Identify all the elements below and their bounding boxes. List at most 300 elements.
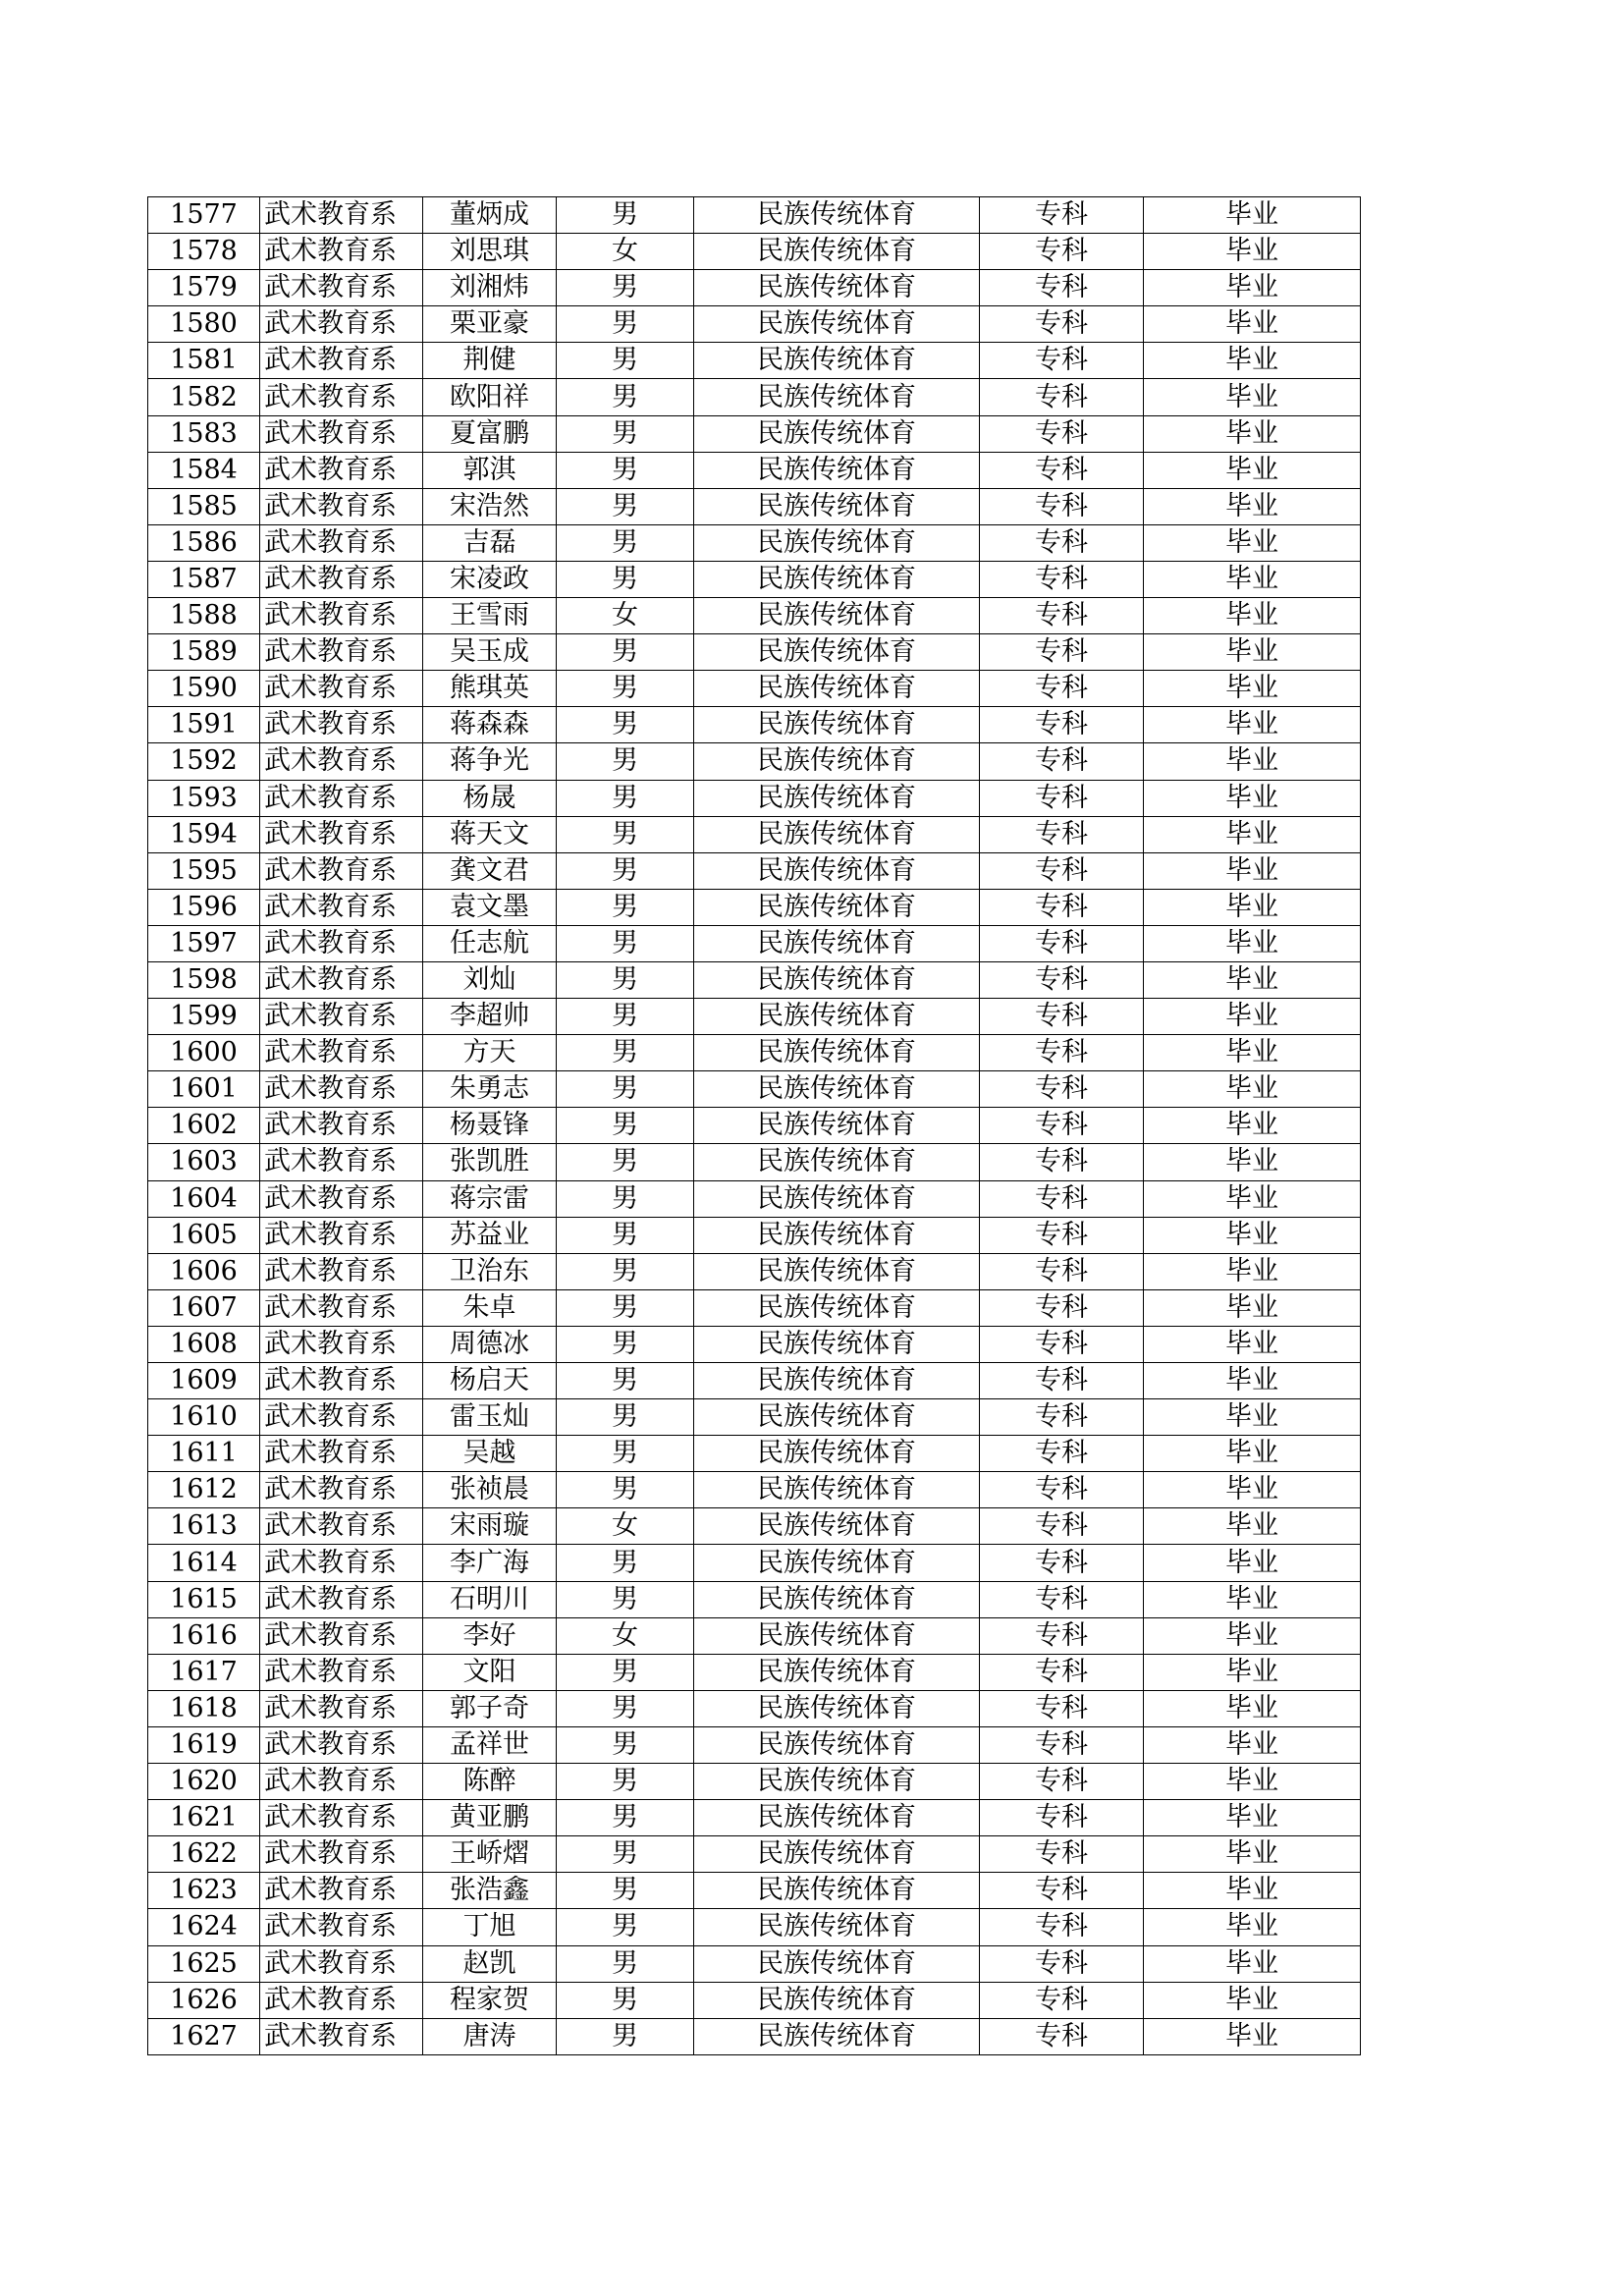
major-cell: 民族传统体育 [694,999,980,1035]
status-cell: 毕业 [1144,671,1361,707]
major-cell: 民族传统体育 [694,780,980,816]
table-row [148,1982,1361,2018]
major-cell: 民族传统体育 [694,1472,980,1508]
major-cell: 民族传统体育 [694,306,980,343]
status-cell: 毕业 [1144,999,1361,1035]
table-row [148,1472,1361,1508]
gender-cell: 男 [557,961,694,998]
department-cell: 武术教育系 [260,1508,423,1545]
table-row [148,2018,1361,2054]
level-cell: 专科 [980,234,1144,270]
status-cell: 毕业 [1144,234,1361,270]
gender-cell: 男 [557,1764,694,1800]
level-cell: 专科 [980,415,1144,452]
status-cell: 毕业 [1144,415,1361,452]
level-cell: 专科 [980,1289,1144,1326]
row-number-cell: 1600 [148,1035,260,1071]
major-cell: 民族传统体育 [694,1690,980,1726]
row-number-cell: 1603 [148,1144,260,1180]
gender-cell: 男 [557,306,694,343]
status-cell: 毕业 [1144,889,1361,925]
department-cell: 武术教育系 [260,1071,423,1108]
gender-cell: 男 [557,852,694,889]
student-name-cell: 吴越 [423,1436,557,1472]
student-name-cell: 丁旭 [423,1909,557,1945]
department-cell: 武术教育系 [260,1617,423,1654]
department-cell: 武术教育系 [260,561,423,597]
gender-cell: 男 [557,999,694,1035]
level-cell: 专科 [980,1399,1144,1436]
table-row [148,452,1361,488]
level-cell: 专科 [980,488,1144,524]
roster-body [148,197,1361,2055]
student-name-cell: 蒋森森 [423,707,557,743]
gender-cell: 男 [557,1217,694,1253]
table-row [148,1363,1361,1399]
table-row [148,1945,1361,1982]
status-cell: 毕业 [1144,1909,1361,1945]
department-cell: 武术教育系 [260,1690,423,1726]
major-cell: 民族传统体育 [694,1617,980,1654]
level-cell: 专科 [980,743,1144,780]
department-cell: 武术教育系 [260,1472,423,1508]
major-cell: 民族传统体育 [694,598,980,634]
student-name-cell: 张浩鑫 [423,1873,557,1909]
table-row [148,1581,1361,1617]
major-cell: 民族传统体育 [694,889,980,925]
student-name-cell: 陈醉 [423,1764,557,1800]
student-name-cell: 夏富鹏 [423,415,557,452]
status-cell: 毕业 [1144,561,1361,597]
status-cell: 毕业 [1144,1982,1361,2018]
gender-cell: 男 [557,1945,694,1982]
department-cell: 武术教育系 [260,1253,423,1289]
table-row [148,1071,1361,1108]
major-cell: 民族传统体育 [694,1144,980,1180]
level-cell: 专科 [980,671,1144,707]
student-name-cell: 赵凯 [423,1945,557,1982]
major-cell: 民族传统体育 [694,452,980,488]
status-cell: 毕业 [1144,1071,1361,1108]
status-cell: 毕业 [1144,961,1361,998]
status-cell: 毕业 [1144,197,1361,234]
major-cell: 民族传统体育 [694,1800,980,1836]
row-number-cell: 1582 [148,379,260,415]
level-cell: 专科 [980,1436,1144,1472]
student-name-cell: 刘湘炜 [423,270,557,306]
gender-cell: 男 [557,270,694,306]
level-cell: 专科 [980,1726,1144,1763]
major-cell: 民族传统体育 [694,1108,980,1144]
row-number-cell: 1599 [148,999,260,1035]
gender-cell: 男 [557,379,694,415]
row-number-cell: 1627 [148,2018,260,2054]
level-cell: 专科 [980,1326,1144,1362]
row-number-cell: 1592 [148,743,260,780]
graduate-roster-table [147,196,1361,2055]
row-number-cell: 1584 [148,452,260,488]
level-cell: 专科 [980,452,1144,488]
row-number-cell: 1625 [148,1945,260,1982]
table-row [148,270,1361,306]
major-cell: 民族传统体育 [694,1363,980,1399]
student-name-cell: 龚文君 [423,852,557,889]
student-name-cell: 欧阳祥 [423,379,557,415]
student-name-cell: 文阳 [423,1654,557,1690]
major-cell: 民族传统体育 [694,852,980,889]
row-number-cell: 1604 [148,1180,260,1217]
row-number-cell: 1609 [148,1363,260,1399]
major-cell: 民族传统体育 [694,1654,980,1690]
table-row [148,743,1361,780]
row-number-cell: 1611 [148,1436,260,1472]
student-name-cell: 刘思琪 [423,234,557,270]
department-cell: 武术教育系 [260,1326,423,1362]
table-row [148,671,1361,707]
table-row [148,1800,1361,1836]
gender-cell: 男 [557,1253,694,1289]
gender-cell: 女 [557,1508,694,1545]
gender-cell: 男 [557,1545,694,1581]
major-cell: 民族传统体育 [694,1253,980,1289]
gender-cell: 男 [557,1800,694,1836]
gender-cell: 男 [557,1399,694,1436]
table-row [148,999,1361,1035]
level-cell: 专科 [980,197,1144,234]
table-row [148,379,1361,415]
student-name-cell: 宋凌政 [423,561,557,597]
student-name-cell: 杨聂锋 [423,1108,557,1144]
major-cell: 民族传统体育 [694,415,980,452]
level-cell: 专科 [980,961,1144,998]
status-cell: 毕业 [1144,1289,1361,1326]
row-number-cell: 1602 [148,1108,260,1144]
student-name-cell: 李超帅 [423,999,557,1035]
student-name-cell: 栗亚豪 [423,306,557,343]
status-cell: 毕业 [1144,598,1361,634]
status-cell: 毕业 [1144,1800,1361,1836]
student-name-cell: 董炳成 [423,197,557,234]
gender-cell: 男 [557,1909,694,1945]
student-name-cell: 黄亚鹏 [423,1800,557,1836]
row-number-cell: 1605 [148,1217,260,1253]
major-cell: 民族传统体育 [694,1326,980,1362]
row-number-cell: 1589 [148,634,260,671]
level-cell: 专科 [980,1690,1144,1726]
row-number-cell: 1583 [148,415,260,452]
department-cell: 武术教育系 [260,1945,423,1982]
gender-cell: 男 [557,1726,694,1763]
table-row [148,1545,1361,1581]
student-name-cell: 蒋争光 [423,743,557,780]
department-cell: 武术教育系 [260,306,423,343]
gender-cell: 男 [557,707,694,743]
student-name-cell: 袁文墨 [423,889,557,925]
row-number-cell: 1580 [148,306,260,343]
level-cell: 专科 [980,780,1144,816]
gender-cell: 男 [557,1326,694,1362]
level-cell: 专科 [980,1217,1144,1253]
row-number-cell: 1626 [148,1982,260,2018]
table-row [148,634,1361,671]
major-cell: 民族传统体育 [694,1071,980,1108]
status-cell: 毕业 [1144,1399,1361,1436]
department-cell: 武术教育系 [260,1035,423,1071]
major-cell: 民族传统体育 [694,1545,980,1581]
level-cell: 专科 [980,1909,1144,1945]
table-row [148,1289,1361,1326]
major-cell: 民族传统体育 [694,524,980,561]
department-cell: 武术教育系 [260,1217,423,1253]
table-row [148,415,1361,452]
status-cell: 毕业 [1144,1617,1361,1654]
level-cell: 专科 [980,889,1144,925]
table-row [148,306,1361,343]
student-name-cell: 李广海 [423,1545,557,1581]
table-row [148,1108,1361,1144]
department-cell: 武术教育系 [260,1289,423,1326]
level-cell: 专科 [980,1545,1144,1581]
level-cell: 专科 [980,1180,1144,1217]
table-row [148,1399,1361,1436]
department-cell: 武术教育系 [260,961,423,998]
student-name-cell: 雷玉灿 [423,1399,557,1436]
table-row [148,1253,1361,1289]
level-cell: 专科 [980,1836,1144,1873]
level-cell: 专科 [980,816,1144,852]
table-row [148,1690,1361,1726]
major-cell: 民族传统体育 [694,197,980,234]
gender-cell: 男 [557,1180,694,1217]
gender-cell: 男 [557,2018,694,2054]
table-row [148,1654,1361,1690]
row-number-cell: 1577 [148,197,260,234]
major-cell: 民族传统体育 [694,1764,980,1800]
major-cell: 民族传统体育 [694,1035,980,1071]
row-number-cell: 1613 [148,1508,260,1545]
level-cell: 专科 [980,707,1144,743]
major-cell: 民族传统体育 [694,2018,980,2054]
department-cell: 武术教育系 [260,1654,423,1690]
gender-cell: 男 [557,925,694,961]
gender-cell: 女 [557,1617,694,1654]
gender-cell: 男 [557,1289,694,1326]
student-name-cell: 杨启天 [423,1363,557,1399]
department-cell: 武术教育系 [260,1764,423,1800]
table-row [148,524,1361,561]
gender-cell: 男 [557,1982,694,2018]
status-cell: 毕业 [1144,925,1361,961]
level-cell: 专科 [980,379,1144,415]
status-cell: 毕业 [1144,1035,1361,1071]
table-row [148,852,1361,889]
table-row [148,707,1361,743]
table-row [148,561,1361,597]
level-cell: 专科 [980,1035,1144,1071]
student-name-cell: 宋浩然 [423,488,557,524]
student-name-cell: 蒋宗雷 [423,1180,557,1217]
status-cell: 毕业 [1144,2018,1361,2054]
gender-cell: 男 [557,1836,694,1873]
department-cell: 武术教育系 [260,816,423,852]
table-row [148,1726,1361,1763]
row-number-cell: 1601 [148,1071,260,1108]
gender-cell: 女 [557,234,694,270]
student-name-cell: 杨晟 [423,780,557,816]
student-name-cell: 宋雨璇 [423,1508,557,1545]
major-cell: 民族传统体育 [694,1945,980,1982]
row-number-cell: 1618 [148,1690,260,1726]
gender-cell: 男 [557,1071,694,1108]
department-cell: 武术教育系 [260,234,423,270]
row-number-cell: 1578 [148,234,260,270]
row-number-cell: 1607 [148,1289,260,1326]
department-cell: 武术教育系 [260,598,423,634]
major-cell: 民族传统体育 [694,343,980,379]
department-cell: 武术教育系 [260,889,423,925]
level-cell: 专科 [980,1253,1144,1289]
status-cell: 毕业 [1144,1508,1361,1545]
status-cell: 毕业 [1144,816,1361,852]
status-cell: 毕业 [1144,1326,1361,1362]
student-name-cell: 朱勇志 [423,1071,557,1108]
department-cell: 武术教育系 [260,415,423,452]
department-cell: 武术教育系 [260,1982,423,2018]
student-name-cell: 张祯晨 [423,1472,557,1508]
department-cell: 武术教育系 [260,999,423,1035]
level-cell: 专科 [980,1982,1144,2018]
department-cell: 武术教育系 [260,488,423,524]
department-cell: 武术教育系 [260,343,423,379]
status-cell: 毕业 [1144,488,1361,524]
status-cell: 毕业 [1144,524,1361,561]
student-name-cell: 吉磊 [423,524,557,561]
row-number-cell: 1581 [148,343,260,379]
department-cell: 武术教育系 [260,671,423,707]
status-cell: 毕业 [1144,707,1361,743]
status-cell: 毕业 [1144,1654,1361,1690]
status-cell: 毕业 [1144,1180,1361,1217]
student-name-cell: 李好 [423,1617,557,1654]
gender-cell: 男 [557,1363,694,1399]
table-row [148,197,1361,234]
level-cell: 专科 [980,306,1144,343]
major-cell: 民族传统体育 [694,961,980,998]
department-cell: 武术教育系 [260,524,423,561]
department-cell: 武术教育系 [260,1144,423,1180]
gender-cell: 男 [557,1690,694,1726]
table-row [148,961,1361,998]
gender-cell: 男 [557,743,694,780]
level-cell: 专科 [980,1472,1144,1508]
gender-cell: 男 [557,488,694,524]
table-row [148,1180,1361,1217]
major-cell: 民族传统体育 [694,1217,980,1253]
level-cell: 专科 [980,1617,1144,1654]
student-name-cell: 刘灿 [423,961,557,998]
table-row [148,598,1361,634]
level-cell: 专科 [980,343,1144,379]
table-row [148,1617,1361,1654]
major-cell: 民族传统体育 [694,634,980,671]
row-number-cell: 1614 [148,1545,260,1581]
status-cell: 毕业 [1144,1144,1361,1180]
student-name-cell: 张凯胜 [423,1144,557,1180]
student-name-cell: 孟祥世 [423,1726,557,1763]
row-number-cell: 1617 [148,1654,260,1690]
level-cell: 专科 [980,634,1144,671]
status-cell: 毕业 [1144,743,1361,780]
row-number-cell: 1598 [148,961,260,998]
department-cell: 武术教育系 [260,1436,423,1472]
row-number-cell: 1619 [148,1726,260,1763]
row-number-cell: 1621 [148,1800,260,1836]
student-name-cell: 唐涛 [423,2018,557,2054]
department-cell: 武术教育系 [260,1726,423,1763]
department-cell: 武术教育系 [260,1545,423,1581]
status-cell: 毕业 [1144,1690,1361,1726]
gender-cell: 男 [557,1035,694,1071]
row-number-cell: 1595 [148,852,260,889]
level-cell: 专科 [980,598,1144,634]
student-name-cell: 方天 [423,1035,557,1071]
gender-cell: 男 [557,780,694,816]
table-row [148,343,1361,379]
row-number-cell: 1594 [148,816,260,852]
table-row [148,780,1361,816]
row-number-cell: 1579 [148,270,260,306]
status-cell: 毕业 [1144,270,1361,306]
student-name-cell: 苏益业 [423,1217,557,1253]
row-number-cell: 1593 [148,780,260,816]
student-name-cell: 王峤熠 [423,1836,557,1873]
student-name-cell: 任志航 [423,925,557,961]
row-number-cell: 1590 [148,671,260,707]
department-cell: 武术教育系 [260,1800,423,1836]
table-row [148,1436,1361,1472]
major-cell: 民族传统体育 [694,1909,980,1945]
row-number-cell: 1623 [148,1873,260,1909]
gender-cell: 男 [557,1873,694,1909]
major-cell: 民族传统体育 [694,671,980,707]
row-number-cell: 1606 [148,1253,260,1289]
major-cell: 民族传统体育 [694,561,980,597]
table-row [148,1836,1361,1873]
major-cell: 民族传统体育 [694,707,980,743]
row-number-cell: 1586 [148,524,260,561]
student-name-cell: 熊琪英 [423,671,557,707]
status-cell: 毕业 [1144,780,1361,816]
gender-cell: 男 [557,816,694,852]
status-cell: 毕业 [1144,1363,1361,1399]
level-cell: 专科 [980,1764,1144,1800]
major-cell: 民族传统体育 [694,1581,980,1617]
student-name-cell: 程家贺 [423,1982,557,2018]
major-cell: 民族传统体育 [694,379,980,415]
gender-cell: 男 [557,343,694,379]
row-number-cell: 1596 [148,889,260,925]
row-number-cell: 1616 [148,1617,260,1654]
major-cell: 民族传统体育 [694,1508,980,1545]
student-name-cell: 蒋天文 [423,816,557,852]
major-cell: 民族传统体育 [694,1436,980,1472]
status-cell: 毕业 [1144,306,1361,343]
department-cell: 武术教育系 [260,270,423,306]
student-name-cell: 周德冰 [423,1326,557,1362]
level-cell: 专科 [980,1581,1144,1617]
row-number-cell: 1588 [148,598,260,634]
status-cell: 毕业 [1144,452,1361,488]
